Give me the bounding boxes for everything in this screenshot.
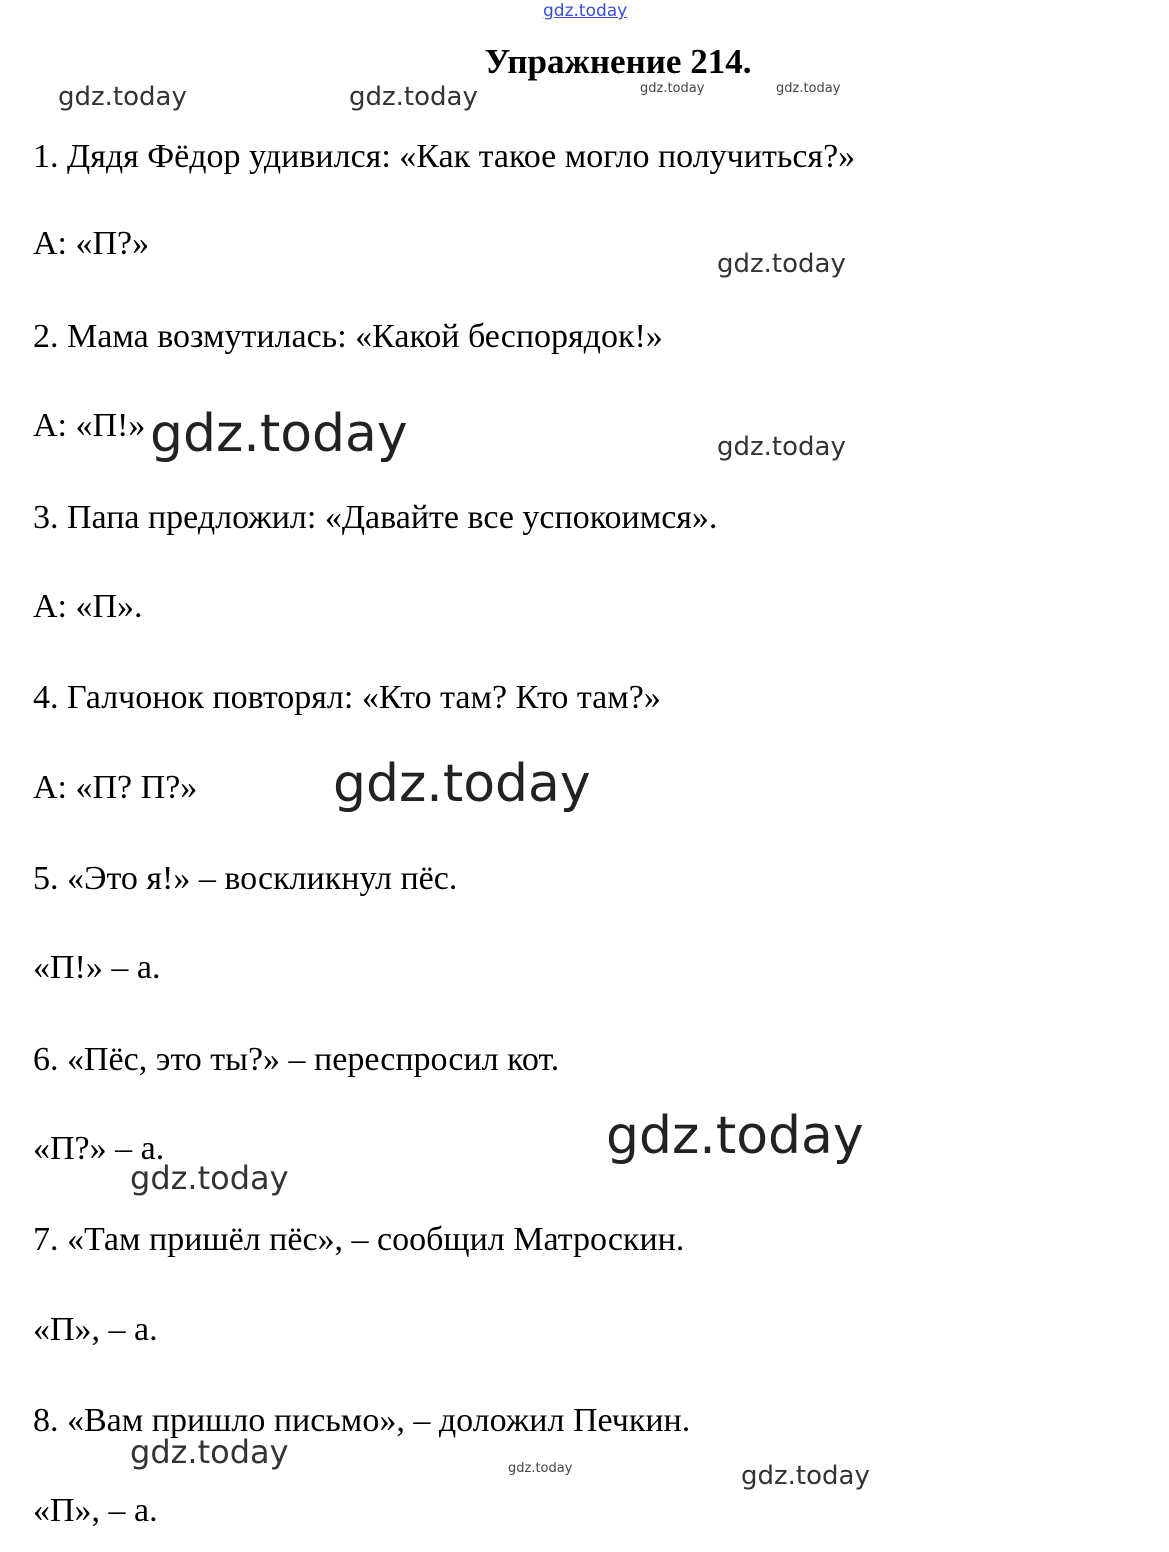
answer-line: «П», – а. [33, 1492, 158, 1529]
watermark: gdz.today [349, 82, 478, 112]
watermark: gdz.today [150, 404, 408, 464]
watermark: gdz.today [640, 81, 705, 96]
watermark: gdz.today [776, 81, 841, 96]
watermark: gdz.today [333, 754, 591, 814]
exercise-title: Упражнение 214. [484, 42, 752, 81]
watermark: gdz.today [717, 432, 846, 462]
exercise-line: 2. Мама возмутилась: «Какой беспорядок!» [33, 318, 663, 355]
watermark: gdz.today [717, 249, 846, 279]
watermark: gdz.today [58, 82, 187, 112]
exercise-line: 7. «Там пришёл пёс», – сообщил Матроскин. [33, 1221, 685, 1258]
exercise-line: 8. «Вам пришло письмо», – доложил Печкин. [33, 1402, 691, 1439]
exercise-line: 3. Папа предложил: «Давайте все успокоимся». [33, 499, 718, 536]
exercise-line: 1. Дядя Фёдор удивился: «Как такое могло получиться?» [33, 138, 856, 175]
exercise-line: 4. Галчонок повторял: «Кто там? Кто там?» [33, 679, 661, 716]
watermark: gdz.today [741, 1461, 870, 1491]
watermark: gdz.today [130, 1433, 289, 1471]
answer-line: А: «П?» [33, 225, 150, 262]
answer-line: «П?» – а. [33, 1130, 165, 1167]
answer-line: А: «П!» [33, 407, 146, 444]
answer-line: «П», – а. [33, 1311, 158, 1348]
exercise-line: 6. «Пёс, это ты?» – переспросил кот. [33, 1041, 560, 1078]
watermark: gdz.today [606, 1106, 864, 1166]
watermark: gdz.today [508, 1461, 573, 1476]
watermark: gdz.today [130, 1159, 289, 1197]
answer-line: «П!» – а. [33, 949, 161, 986]
watermark-link[interactable]: gdz.today [543, 1, 628, 21]
exercise-line: 5. «Это я!» – воскликнул пёс. [33, 860, 458, 897]
answer-line: А: «П». [33, 588, 143, 625]
answer-line: А: «П? П?» [33, 769, 198, 806]
